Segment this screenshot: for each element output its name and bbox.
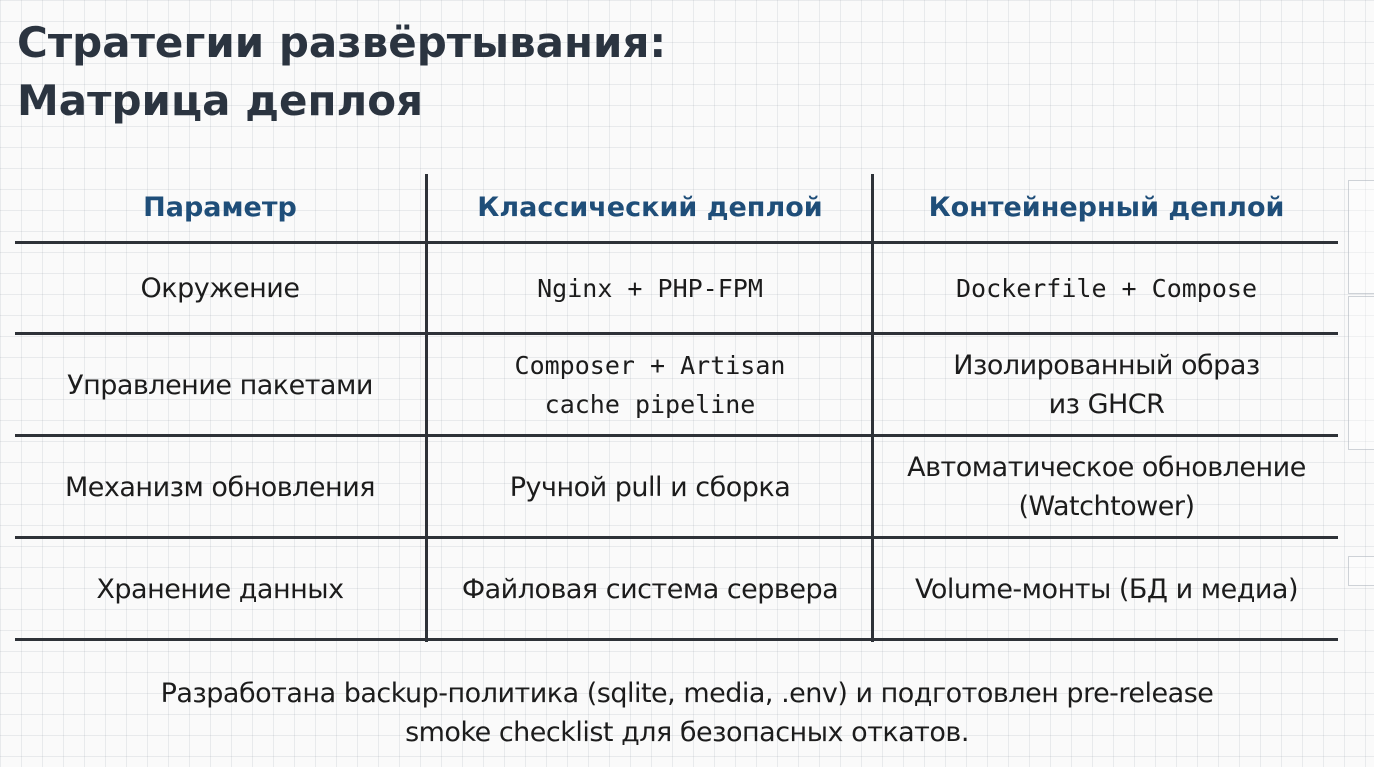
row-parameter-text: Окружение: [140, 272, 300, 304]
background-page-edge: [1348, 556, 1374, 586]
row-parameter-text: Хранение данных: [96, 573, 344, 605]
row-container-cell: [875, 244, 1338, 332]
column-divider: [425, 174, 428, 642]
footnote: [0, 674, 1374, 752]
row-classic-text: Ручной pull и сборка: [509, 471, 791, 503]
table-rule: [15, 434, 1338, 437]
row-parameter-cell: [15, 244, 425, 332]
row-classic-text-line-1: Composer + Artisan: [514, 351, 786, 380]
row-parameter-text: Управление пакетами: [67, 369, 373, 401]
row-classic-cell: [429, 244, 871, 332]
header-classic-deploy: Классический деплой: [477, 191, 823, 223]
header-parameter: Параметр: [143, 191, 297, 223]
row-container-text: Dockerfile + Compose: [955, 273, 1258, 303]
row-container-cell: [875, 437, 1338, 537]
deployment-matrix-table: [15, 172, 1338, 642]
row-container-text: Volume-монты (БД и медиа): [915, 573, 1298, 605]
footnote-line-1: Разработана backup-политика (sqlite, media, .env) и подготовлен pre-release: [160, 678, 1214, 709]
page-title: [17, 14, 666, 130]
column-divider: [871, 174, 874, 642]
background-page-edge: [1348, 180, 1374, 294]
row-classic-text-line-2: cache pipeline: [544, 390, 756, 419]
row-parameter-cell: [15, 335, 425, 435]
table-rule: [15, 536, 1338, 539]
page-title-line-1: Стратегии развёртывания:: [17, 18, 667, 67]
row-container-cell: [875, 539, 1338, 639]
row-classic-cell: [429, 539, 871, 639]
footnote-line-2: smoke checklist для безопасных откатов.: [405, 717, 969, 748]
row-classic-cell: [429, 437, 871, 537]
header-container-deploy: Контейнерный деплой: [928, 191, 1285, 223]
row-container-cell: [875, 335, 1338, 435]
row-container-text-line-2: (Watchtower): [1018, 491, 1195, 522]
table-header-row: [15, 172, 1338, 242]
row-container-text-line-1: Изолированный образ: [953, 350, 1260, 381]
row-classic-cell: [429, 335, 871, 435]
table-rule: [15, 241, 1338, 244]
table-row: [15, 244, 1338, 332]
page-title-line-2: Матрица деплоя: [17, 76, 424, 125]
background-page-edge: [1348, 296, 1374, 450]
row-classic-text: Nginx + PHP-FPM: [537, 273, 763, 303]
row-parameter-text: Механизм обновления: [64, 471, 375, 503]
row-parameter-cell: [15, 539, 425, 639]
table-row: [15, 539, 1338, 639]
row-classic-text: Файловая система сервера: [461, 573, 839, 605]
table-row: [15, 335, 1338, 435]
row-parameter-cell: [15, 437, 425, 537]
row-container-text-line-1: Автоматическое обновление: [907, 452, 1306, 483]
table-row: [15, 437, 1338, 537]
table-rule: [15, 332, 1338, 335]
row-container-text-line-2: из GHCR: [1048, 389, 1165, 420]
table-rule: [15, 638, 1338, 641]
